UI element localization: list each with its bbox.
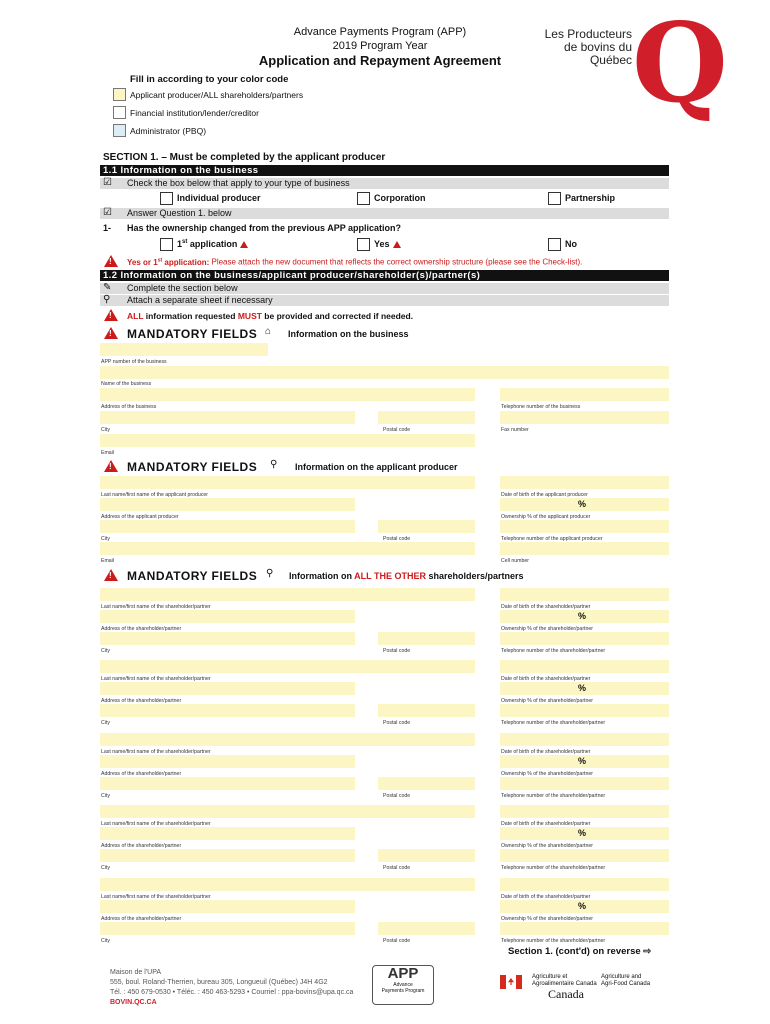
corporation-checkbox[interactable] bbox=[357, 192, 370, 205]
warning-icon bbox=[240, 241, 248, 248]
mandatory-fields-heading: MANDATORY FIELDS bbox=[127, 327, 258, 341]
warning-icon bbox=[104, 327, 118, 339]
applicant-city-field[interactable] bbox=[100, 520, 355, 533]
legend-title: Fill in according to your color code bbox=[130, 74, 289, 85]
warning-icon bbox=[104, 460, 118, 472]
warning-icon bbox=[104, 255, 118, 267]
shareholder-4-city-field[interactable] bbox=[100, 849, 355, 862]
applicant-dob-field[interactable] bbox=[500, 476, 669, 489]
shareholder-5-address-field[interactable] bbox=[100, 900, 355, 913]
program-year: 2019 Program Year bbox=[332, 40, 428, 52]
applicant-address-field[interactable] bbox=[100, 498, 355, 511]
canada-flag-icon bbox=[500, 975, 522, 989]
yes-option[interactable]: Yes bbox=[357, 238, 401, 251]
shareholder-1-city-field[interactable] bbox=[100, 632, 355, 645]
aafc-label: Agriculture and Agri-Food Canada bbox=[601, 974, 651, 987]
business-name-field[interactable] bbox=[100, 366, 669, 379]
shareholder-1-phone-field[interactable] bbox=[500, 632, 669, 645]
business-address-field[interactable] bbox=[100, 388, 475, 401]
section-1-title: SECTION 1. – Must be completed by the applicant producer bbox=[103, 152, 386, 163]
logo-q-mark: Q bbox=[632, 0, 728, 127]
business-email-field[interactable] bbox=[100, 434, 475, 447]
warning-icon bbox=[104, 569, 118, 581]
pencil-icon: ✎ bbox=[103, 282, 112, 293]
canada-wordmark: Canada bbox=[548, 987, 584, 1001]
aac-label: Agriculture et Agroalimentaire Canada bbox=[532, 974, 597, 987]
business-city-field[interactable] bbox=[100, 411, 355, 424]
shareholder-3-postal-field[interactable] bbox=[378, 777, 475, 790]
shareholder-2-dob-field[interactable] bbox=[500, 660, 669, 673]
partnership-option[interactable]: Partnership bbox=[548, 192, 615, 205]
building-icon: ⌂ bbox=[265, 326, 272, 337]
yes-checkbox[interactable] bbox=[357, 238, 370, 251]
business-postal-field[interactable] bbox=[378, 411, 475, 424]
individual-producer-checkbox[interactable] bbox=[160, 192, 173, 205]
no-checkbox[interactable] bbox=[548, 238, 561, 251]
complete-instruction-bar: ✎ Complete the section below bbox=[100, 283, 669, 294]
check-instruction-bar: ☑ Check the box below that apply to your type of business bbox=[100, 178, 669, 189]
business-phone-field[interactable] bbox=[500, 388, 669, 401]
individual-producer-option[interactable]: Individual producer bbox=[160, 192, 261, 205]
applicant-cell-field[interactable] bbox=[500, 542, 669, 555]
legend-item-applicant: Applicant producer/ALL shareholders/partners bbox=[113, 88, 303, 101]
attach-instruction-bar: ⚲ Attach a separate sheet if necessary bbox=[100, 295, 669, 306]
legend-item-lender: Financial institution/lender/creditor bbox=[113, 106, 259, 119]
answer-instruction-bar: ☑ Answer Question 1. below bbox=[100, 208, 669, 219]
page-title: Application and Repayment Agreement bbox=[258, 53, 502, 68]
shareholder-5-city-field[interactable] bbox=[100, 922, 355, 935]
shareholder-4-phone-field[interactable] bbox=[500, 849, 669, 862]
shareholder-3-dob-field[interactable] bbox=[500, 733, 669, 746]
shareholder-4-name-field[interactable] bbox=[100, 805, 475, 818]
first-application-checkbox[interactable] bbox=[160, 238, 173, 251]
shareholder-2-address-field[interactable] bbox=[100, 682, 355, 695]
applicant-postal-field[interactable] bbox=[378, 520, 475, 533]
shareholder-2-phone-field[interactable] bbox=[500, 704, 669, 717]
group-icon: ⚲ bbox=[266, 568, 274, 579]
pbq-logo: Les Producteurs de bovins du Québec Q bbox=[544, 0, 728, 127]
shareholder-2-name-field[interactable] bbox=[100, 660, 475, 673]
warning-icon bbox=[104, 309, 118, 321]
attach-document-note: Yes or 1st application: Please attach the new document that reflects the correct ownership structure (please see the Check-list). bbox=[127, 257, 583, 267]
section-1-1-bar: 1.1 Information on the business bbox=[100, 165, 669, 176]
section-1-2-bar: 1.2 Information on the business/applicant producer/shareholder(s)/partner(s) bbox=[100, 270, 669, 281]
business-fax-field[interactable] bbox=[500, 411, 669, 424]
legend-item-administrator: Administrator (PBQ) bbox=[113, 124, 206, 137]
shareholder-4-postal-field[interactable] bbox=[378, 849, 475, 862]
first-application-option[interactable]: 1st application bbox=[160, 238, 248, 251]
app-number-field[interactable] bbox=[100, 343, 268, 356]
shareholder-3-city-field[interactable] bbox=[100, 777, 355, 790]
mandatory-fields-heading: MANDATORY FIELDS bbox=[127, 460, 258, 474]
applicant-phone-field[interactable] bbox=[500, 520, 669, 533]
shareholder-4-address-field[interactable] bbox=[100, 827, 355, 840]
shareholder-4-dob-field[interactable] bbox=[500, 805, 669, 818]
shareholder-2-postal-field[interactable] bbox=[378, 704, 475, 717]
no-option[interactable]: No bbox=[548, 238, 577, 251]
warning-icon bbox=[393, 241, 401, 248]
person-icon: ⚲ bbox=[270, 459, 278, 470]
shareholder-5-dob-field[interactable] bbox=[500, 878, 669, 891]
shareholder-5-phone-field[interactable] bbox=[500, 922, 669, 935]
shareholder-3-phone-field[interactable] bbox=[500, 777, 669, 790]
mandatory-fields-heading: MANDATORY FIELDS bbox=[127, 569, 258, 583]
corporation-option[interactable]: Corporation bbox=[357, 192, 426, 205]
applicant-name-field[interactable] bbox=[100, 476, 475, 489]
partnership-checkbox[interactable] bbox=[548, 192, 561, 205]
shareholder-5-postal-field[interactable] bbox=[378, 922, 475, 935]
applicant-info-heading: Information on the applicant producer bbox=[295, 462, 458, 472]
paperclip-icon: ⚲ bbox=[103, 294, 111, 305]
upa-address-block: Maison de l'UPA 555, boul. Roland-Therrien, bureau 305, Longueuil (Québec) J4H 4G2 Tél. : 450 679-0530 • Téléc. : 450 463-5293 • Courriel : ppa-bovins@upa.qc.ca BOVIN.QC.CA bbox=[110, 969, 354, 1006]
shareholder-3-name-field[interactable] bbox=[100, 733, 475, 746]
ownership-question: Has the ownership changed from the previous APP application? bbox=[127, 223, 402, 233]
all-info-notice: ALL information requested MUST be provided and corrected if needed. bbox=[127, 311, 414, 321]
question-number: 1- bbox=[103, 223, 112, 233]
applicant-email-field[interactable] bbox=[100, 542, 475, 555]
business-info-heading: Information on the business bbox=[288, 329, 409, 339]
shareholder-1-dob-field[interactable] bbox=[500, 588, 669, 601]
other-shareholders-heading: Information on ALL THE OTHER shareholders/partners bbox=[289, 571, 524, 581]
shareholder-2-city-field[interactable] bbox=[100, 704, 355, 717]
continued-on-reverse: Section 1. (cont'd) on reverse ⇨ bbox=[508, 946, 652, 957]
shareholder-1-name-field[interactable] bbox=[100, 588, 475, 601]
shareholder-3-address-field[interactable] bbox=[100, 755, 355, 768]
shareholder-5-name-field[interactable] bbox=[100, 878, 475, 891]
shareholder-1-address-field[interactable] bbox=[100, 610, 355, 623]
shareholder-1-postal-field[interactable] bbox=[378, 632, 475, 645]
program-name: Advance Payments Program (APP) bbox=[293, 26, 467, 38]
app-logo: APP Advance Payments Program bbox=[372, 965, 434, 1005]
